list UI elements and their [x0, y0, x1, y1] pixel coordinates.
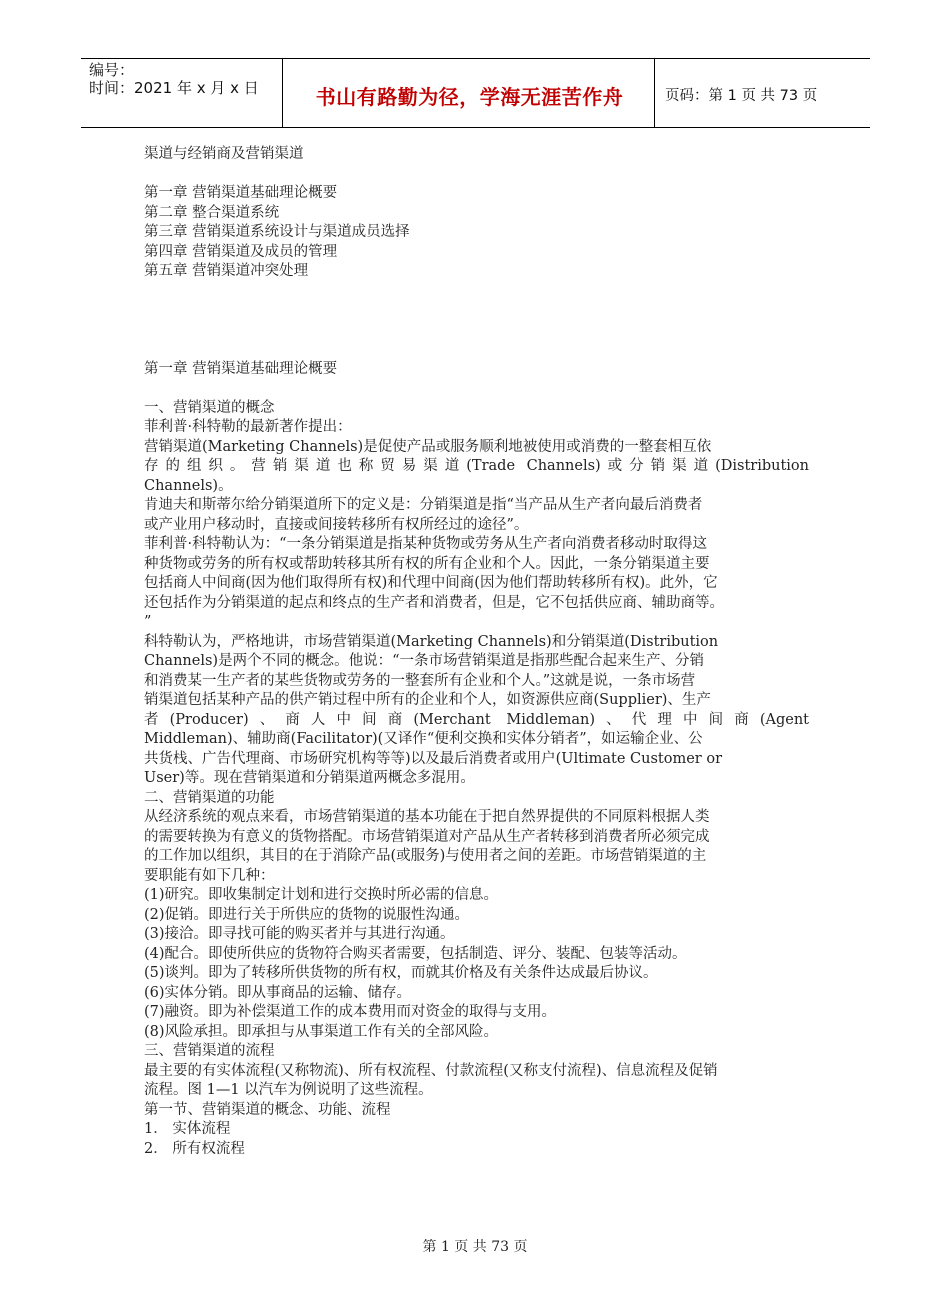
text-line: 存的组织。营销渠道也称贸易渠道(Trade Channels)或分销渠道(Distribution [144, 458, 809, 474]
text-line: (8)风险承担。即承担与从事渠道工作有关的全部风险。 [144, 1023, 499, 1040]
text-line: 菲利普·科特勒的最新著作提出： [144, 419, 352, 435]
text-line: 肯迪夫和斯蒂尔给分销渠道所下的定义是：分销渠道是指“当产品从生产者向最后消费者 [144, 497, 703, 513]
text-line: 或产业用户移动时，直接或间接转移所有权所经过的途径”。 [144, 516, 529, 533]
text-line: 最主要的有实体流程(又称物流)、所有权流程、付款流程(又称支付流程)、信息流程及促销 [144, 1062, 718, 1079]
text-line: 和消费某一生产者的某些货物或劳务的一整套所有企业和个人。”这就是说，一条市场营 [144, 672, 696, 689]
text-line: (2)促销。即进行关于所供应的货物的说服性沟通。 [144, 906, 470, 923]
text-line: (6)实体分销。即从事商品的运输、储存。 [144, 984, 412, 1001]
text-line: (1)研究。即收集制定计划和进行交换时所必需的信息。 [144, 887, 499, 903]
text-line: 一、营销渠道的概念 [144, 399, 275, 416]
page-footer: 第 1 页 共 73 页 [422, 1239, 528, 1255]
text-line: Channels)。 [144, 477, 233, 494]
text-line: 还包括作为分销渠道的起点和终点的生产者和消费者，但是，它不包括供应商、辅助商等。 [144, 594, 724, 611]
text-line: (4)配合。即使所供应的货物符合购买者需要，包括制造、评分、装配、包装等活动。 [144, 945, 687, 962]
header-divider [654, 59, 655, 127]
text-line: 第一节、营销渠道的概念、功能、流程 [144, 1101, 391, 1118]
text-line: Middleman)、辅助商(Facilitator)(又译作“便利交换和实体分销者”，如运输企业、公 [144, 731, 703, 747]
text-line: 共货栈、广告代理商、市场研究机构等等)以及最后消费者或用户(Ultimate Customer or [144, 750, 723, 767]
doc-title: 渠道与经销商及营销渠道 [144, 146, 304, 162]
body-text [144, 399, 809, 1160]
text-line: 科特勒认为，严格地讲，市场营销渠道(Marketing Channels)和分销渠道(Distribution [144, 633, 719, 650]
header-left [89, 61, 259, 97]
header-divider [282, 59, 283, 127]
header-page-info: 页码：第 1 页 共 73 页 [665, 88, 818, 104]
text-line: ” [144, 614, 152, 630]
chapter-title: 第一章 营销渠道基础理论概要 [144, 360, 338, 377]
header-motto: 书山有路勤为径，学海无涯苦作舟 [315, 85, 624, 109]
text-line: 1． 实体流程 [144, 1121, 231, 1137]
toc-item: 第一章 营销渠道基础理论概要 [144, 185, 338, 201]
text-line: 流程。图 1—1 以汽车为例说明了这些流程。 [144, 1082, 433, 1098]
text-line: 的需要转换为有意义的货物搭配。市场营销渠道对产品从生产者转移到消费者所必须完成 [144, 828, 710, 845]
toc-item: 第三章 营销渠道系统设计与渠道成员选择 [144, 224, 410, 240]
serial-label: 编号： [89, 61, 135, 79]
text-line: 三、营销渠道的流程 [144, 1043, 275, 1059]
toc-item: 第二章 整合渠道系统 [144, 204, 280, 221]
toc-item: 第五章 营销渠道冲突处理 [144, 263, 309, 279]
text-line: 的工作加以组织，其目的在于消除产品(或服务)与使用者之间的差距。市场营销渠道的主 [144, 848, 707, 864]
text-line: 者(Producer)、商人中间商(Merchant Middleman)、代理中间商(Agent [144, 711, 809, 728]
time-label: 时间：2021 年 x 月 x 日 [89, 79, 259, 97]
text-line: Channels)是两个不同的概念。他说：“一条市场营销渠道是指那些配合起来生产、分销 [144, 653, 704, 669]
text-line: 2． 所有权流程 [144, 1140, 245, 1157]
text-line: (3)接洽。即寻找可能的购买者并与其进行沟通。 [144, 926, 455, 942]
text-line: (7)融资。即为补偿渠道工作的成本费用而对资金的取得与支用。 [144, 1004, 557, 1020]
text-line: 从经济系统的观点来看，市场营销渠道的基本功能在于把自然界提供的不同原料根据人类 [144, 809, 710, 825]
document-body [144, 145, 809, 1159]
page-header [81, 58, 870, 128]
text-line: User)等。现在营销渠道和分销渠道两概念多混用。 [144, 770, 475, 786]
toc-item: 第四章 营销渠道及成员的管理 [144, 243, 338, 260]
text-line: 销渠道包括某种产品的供产销过程中所有的企业和个人，如资源供应商(Supplier)、生产 [144, 692, 711, 708]
text-line: 要职能有如下几种： [144, 867, 275, 884]
text-line: 营销渠道(Marketing Channels)是促使产品或服务顺利地被使用或消费的一整套相互依 [144, 438, 712, 455]
text-line: (5)谈判。即为了转移所供货物的所有权，而就其价格及有关条件达成最后协议。 [144, 965, 658, 981]
text-line: 菲利普·科特勒认为：“一条分销渠道是指某种货物或劳务从生产者向消费者移动时取得这 [144, 536, 708, 552]
text-line: 包括商人中间商(因为他们取得所有权)和代理中间商(因为他们帮助转移所有权)。此外，它 [144, 575, 718, 591]
text-line: 二、营销渠道的功能 [144, 789, 275, 806]
text-line: 种货物或劳务的所有权或帮助转移其所有权的所有企业和个人。因此，一条分销渠道主要 [144, 555, 710, 572]
table-of-contents [144, 184, 809, 282]
